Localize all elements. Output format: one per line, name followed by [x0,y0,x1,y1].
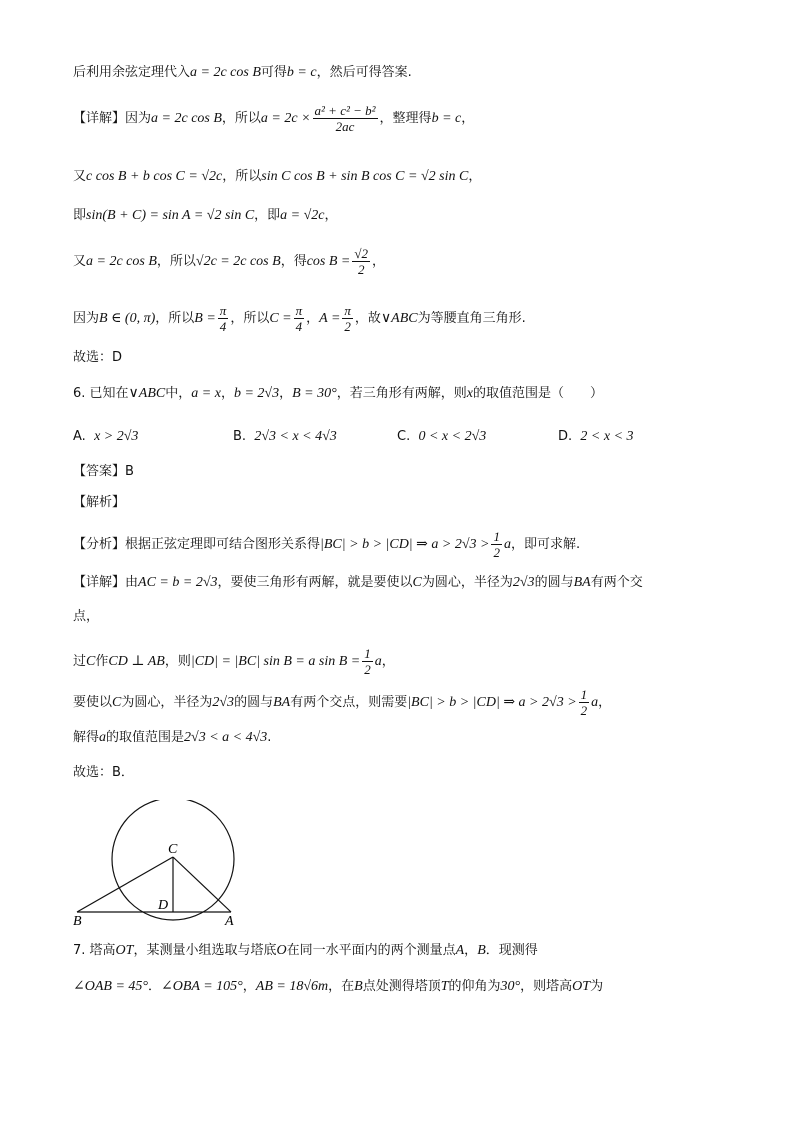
text-line-6: 因为B ∈ (0, π)，所以B = $\frac{\pi}{4}$ ，所以C = $\frac{\pi}{4}$ ，A = $\frac{\pi}{2}$ ，故∨ABC为等腰直角三角形. [73,303,526,334]
label-b: B [73,914,82,929]
detail-line-5: 解得a的取值范围是2√3 < a < 4√3. [73,730,272,745]
fraction: $\frac{\pi}{4}$ [219,303,227,334]
segment-ca [173,857,231,912]
option-a: A. x > 2√3 [73,429,139,444]
label-d: D [158,898,169,913]
option-b: B. 2√3 < x < 4√3 [233,429,337,444]
fraction: $\frac{\pi}{4}$ [295,303,303,334]
text-line-1: 后利用余弦定理代入a = 2c cos B可得b = c，然后可得答案. [73,65,412,80]
fraction: $\frac{\pi}{2}$ [344,303,351,334]
detail-line-1: 【详解】由AC = b = 2√3，要使三角形有两解，就是要使以C为圆心，半径为2√3的圆与BA有两个交 [73,575,643,590]
triangle-circle-figure [68,800,248,930]
fraction: $\frac{\text{a² + c² − b²}}{2ac}$ [314,103,376,134]
question-7-line-2: ∠OAB = 45°．∠OBA = 105°，AB = 18√6m，在B点处测得塔顶T的仰角为30°，则塔高OT为 [73,979,604,994]
fraction: $\frac{1}{2}$ [364,646,371,677]
question-6: 6. 已知在∨ABC中，a = x，b = 2√3，B = 30°，若三角形有两解，则x的取值范围是（ ） [73,386,603,401]
fraction: $\frac{1}{2}$ [493,529,500,560]
detail-line-3: 过C作CD ⊥ AB，则|CD| = |BC| sin B = a sin B = $\frac{1}{2}$ a， [73,646,395,677]
fraction: $\frac{1}{2}$ [580,687,588,718]
text-line-3: 又c cos B + b cos C = √2c，所以sin C cos B + sin B cos C = √2 sin C， [73,169,482,184]
analysis-line: 【分析】根据正弦定理即可结合图形关系得|BC| > b > |CD| ⇒ a > 2√3 > $\frac{1}{2}$ a，即可求解. [73,529,581,560]
answer-label: 【答案】B [73,464,134,479]
label-c: C [168,842,178,857]
text-line-5: 又a = 2c cos B，所以√2c = 2c cos B，得cos B = $\frac{√2}{2}$ ， [73,246,386,277]
option-c: C. 0 < x < 2√3 [397,429,487,444]
text-line-4: 即sin(B + C) = sin A = √2 sin C，即a = √2c， [73,208,338,223]
question-7-line-1: 7. 塔高OT，某测量小组选取与塔底O在同一水平面内的两个测量点A，B．现测得 [73,943,538,958]
text-line-2: 【详解】因为a = 2c cos B，所以a = 2c × $\frac{\text{a² + c² − b²}}{2ac}$ ，整理得b = c， [73,103,475,134]
option-d: D. 2 < x < 3 [558,429,634,444]
detail-line-4: 要使以C为圆心，半径为2√3的圆与BA有两个交点，则需要|BC| > b > |CD| ⇒ a > 2√3 > $\frac{1}{2}$ a， [73,687,612,718]
fraction: $\frac{√2}{2}$ [354,246,369,277]
detail-line-2: 点， [73,609,100,624]
label-a: A [225,914,234,929]
analysis-label: 【解析】 [73,495,126,510]
answer-d: 故选：D [73,350,123,365]
answer-b: 故选：B． [73,765,134,780]
